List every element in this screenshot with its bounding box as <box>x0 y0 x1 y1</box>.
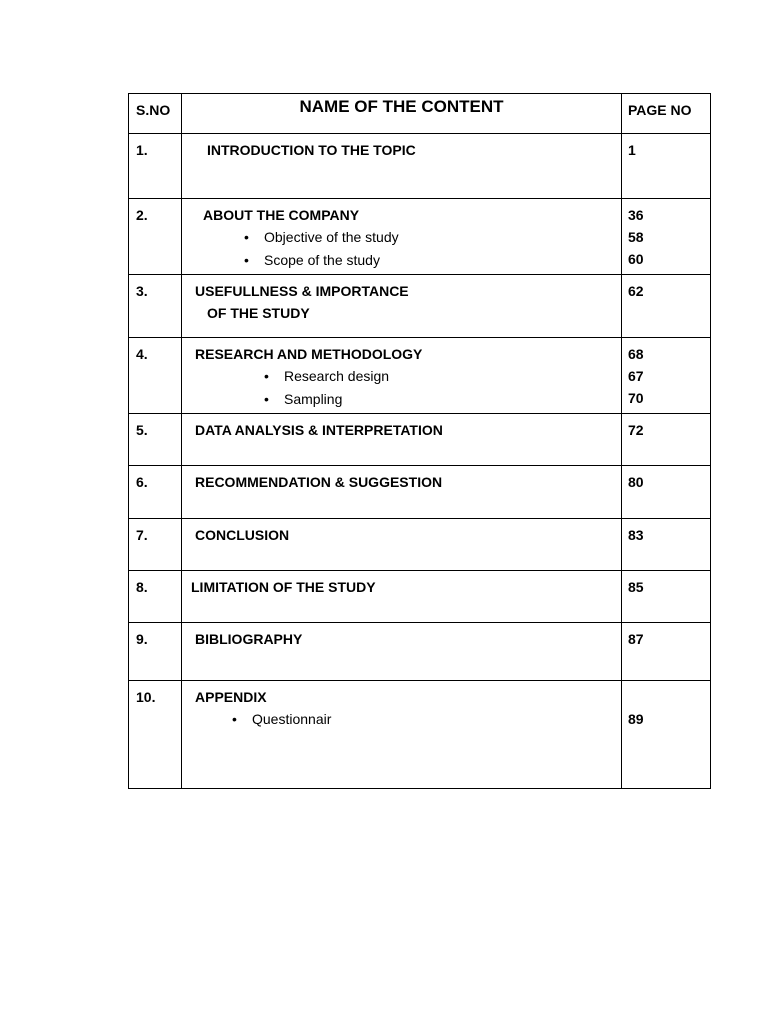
row-page: 1 <box>622 134 711 199</box>
row-sno: 6. <box>129 466 182 519</box>
sub-item: • Objective of the study <box>264 226 621 249</box>
row-page: 85 <box>622 571 711 623</box>
row-title-cell <box>182 338 622 414</box>
row-page: 70 <box>628 390 644 406</box>
row-sno: 10. <box>129 681 182 789</box>
row-title: LIMITATION OF THE STUDY <box>182 571 622 623</box>
row-title-cell <box>182 275 622 338</box>
row-title: DATA ANALYSIS & INTERPRETATION <box>182 414 622 466</box>
row-title: RESEARCH AND METHODOLOGY <box>195 346 423 362</box>
row-sno: 9. <box>129 623 182 681</box>
row-sno: 1. <box>129 134 182 199</box>
row-title: APPENDIX <box>195 689 267 705</box>
sub-item: • Sampling <box>284 388 621 411</box>
table-header-row <box>129 94 711 134</box>
row-title: USEFULLNESS & IMPORTANCE <box>195 283 409 299</box>
row-page: 58 <box>628 229 644 245</box>
row-pages-cell <box>622 338 711 414</box>
row-page: 80 <box>622 466 711 519</box>
row-sno: 5. <box>129 414 182 466</box>
sub-item: • Scope of the study <box>264 249 621 272</box>
table-row <box>129 414 711 466</box>
row-page: 72 <box>622 414 711 466</box>
header-sno: S.NO <box>129 94 182 134</box>
row-title-cell <box>182 199 622 275</box>
row-title: BIBLIOGRAPHY <box>182 623 622 681</box>
row-pages-cell <box>622 199 711 275</box>
table-row <box>129 134 711 199</box>
row-sno: 8. <box>129 571 182 623</box>
row-page: 67 <box>628 368 644 384</box>
row-title: CONCLUSION <box>182 519 622 571</box>
sub-item: • Research design <box>284 365 621 388</box>
header-page: PAGE NO <box>622 94 711 134</box>
row-title: RECOMMENDATION & SUGGESTION <box>182 466 622 519</box>
table-row <box>129 466 711 519</box>
row-title: INTRODUCTION TO THE TOPIC <box>182 134 622 199</box>
row-title: OF THE STUDY <box>207 305 310 321</box>
row-title-cell <box>182 681 622 789</box>
row-title: ABOUT THE COMPANY <box>203 207 360 223</box>
table-row <box>129 571 711 623</box>
row-sno: 2. <box>129 199 182 275</box>
table-row <box>129 199 711 275</box>
row-sno: 3. <box>129 275 182 338</box>
table-row <box>129 681 711 789</box>
row-page: 62 <box>622 275 711 338</box>
row-page: 87 <box>622 623 711 681</box>
table-row <box>129 338 711 414</box>
header-name: NAME OF THE CONTENT <box>182 94 622 134</box>
row-page: 68 <box>628 346 644 362</box>
row-sno: 4. <box>129 338 182 414</box>
row-page: 60 <box>628 251 644 267</box>
row-page: 83 <box>622 519 711 571</box>
sub-item: • Questionnair <box>252 708 621 731</box>
table-row <box>129 519 711 571</box>
table-row <box>129 623 711 681</box>
contents-table <box>128 93 711 789</box>
row-page: 36 <box>628 207 644 223</box>
row-sno: 7. <box>129 519 182 571</box>
table-row <box>129 275 711 338</box>
row-page: 89 <box>622 681 711 789</box>
